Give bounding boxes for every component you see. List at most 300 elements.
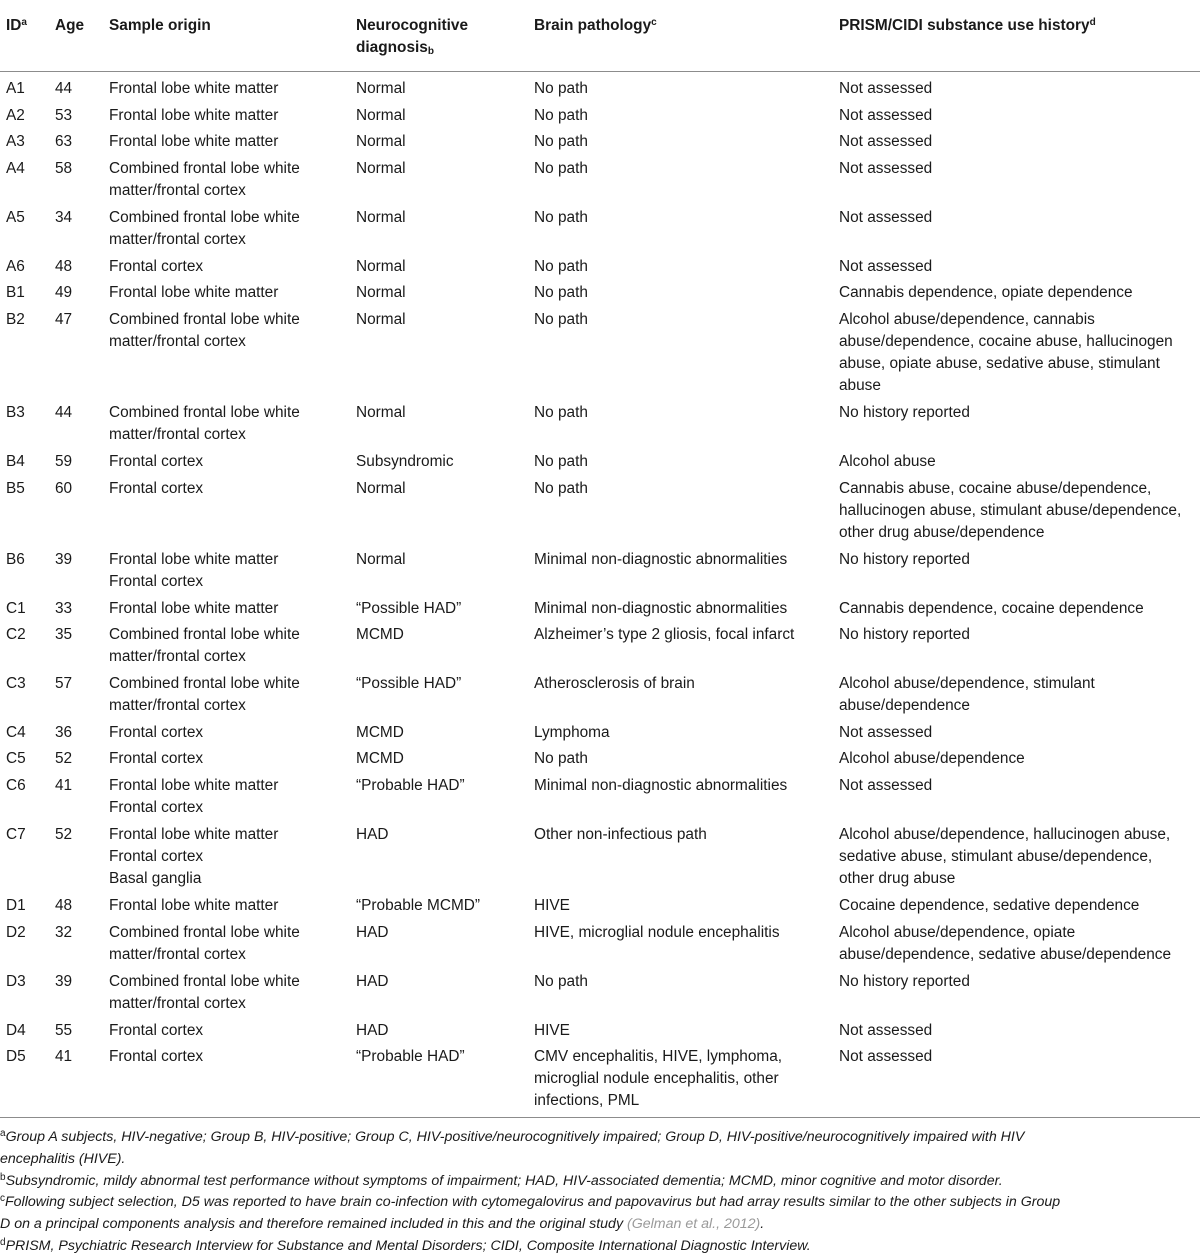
- cell-text: other drug abuse/dependence: [839, 524, 1045, 541]
- cell-text: C2: [6, 626, 26, 643]
- cell-text: No path: [534, 750, 588, 767]
- cell-text: Alcohol abuse/dependence, hallucinogen abuse,: [839, 826, 1171, 843]
- cell-text: C6: [6, 777, 26, 794]
- cell-text: 52: [55, 750, 73, 767]
- cell-substance-use-history: [839, 824, 1170, 890]
- cell-age: [55, 1020, 72, 1042]
- cell-substance-use-history: [839, 895, 1139, 917]
- cell-substance-use-history: [839, 402, 970, 424]
- cell-text: matter/frontal cortex: [109, 231, 246, 248]
- cell-substance-use-history: [839, 673, 1095, 717]
- cell-sample-origin: [109, 451, 203, 473]
- header-age: Age: [55, 17, 85, 34]
- cell-text: Other non-infectious path: [534, 826, 707, 843]
- cell-neurocognitive-diagnosis: [356, 549, 406, 571]
- cell-text: D4: [6, 1022, 26, 1039]
- cell-sample-origin: [109, 824, 278, 890]
- cell-text: C5: [6, 750, 26, 767]
- cell-sample-origin: [109, 131, 278, 153]
- header-rule: [0, 71, 1200, 72]
- cell-text: No path: [534, 311, 588, 328]
- cell-brain-pathology: [534, 598, 787, 620]
- cell-id: [6, 105, 25, 127]
- cell-neurocognitive-diagnosis: [356, 895, 480, 917]
- cell-neurocognitive-diagnosis: [356, 1046, 465, 1068]
- citation-link[interactable]: (Gelman et al., 2012): [627, 1216, 761, 1233]
- cell-text: Normal: [356, 160, 406, 177]
- cell-text: No path: [534, 258, 588, 275]
- cell-substance-use-history: [839, 1020, 932, 1042]
- cell-text: No path: [534, 80, 588, 97]
- cell-text: 60: [55, 480, 73, 497]
- cell-text: 48: [55, 258, 73, 275]
- cell-text: infections, PML: [534, 1092, 640, 1109]
- cell-brain-pathology: [534, 824, 707, 846]
- cell-text: hallucinogen abuse, stimulant abuse/dependence,: [839, 502, 1182, 519]
- cell-sample-origin: [109, 673, 300, 717]
- cell-substance-use-history: [839, 158, 932, 180]
- footnote-a: [0, 1127, 1200, 1171]
- cell-brain-pathology: [534, 451, 588, 473]
- cell-age: [55, 1046, 72, 1068]
- cell-text: “Probable HAD”: [356, 1048, 465, 1065]
- cell-text: No path: [534, 160, 588, 177]
- cell-sample-origin: [109, 624, 300, 668]
- cell-sample-origin: [109, 78, 278, 100]
- cell-id: [6, 624, 26, 646]
- cell-text: Minimal non-diagnostic abnormalities: [534, 551, 788, 568]
- cell-text: MCMD: [356, 626, 404, 643]
- cell-neurocognitive-diagnosis: [356, 748, 404, 770]
- cell-sample-origin: [109, 895, 278, 917]
- cell-substance-use-history: [839, 598, 1144, 620]
- cell-text: Frontal lobe white matter: [109, 284, 279, 301]
- cell-text: 41: [55, 1048, 73, 1065]
- cell-text: “Probable MCMD”: [356, 897, 481, 914]
- cell-sample-origin: [109, 549, 278, 593]
- cell-text: D1: [6, 897, 26, 914]
- cell-sample-origin: [109, 105, 278, 127]
- footnote-line: [0, 1192, 1200, 1214]
- cell-text: Combined frontal lobe white: [109, 404, 300, 421]
- cell-sample-origin: [109, 256, 203, 278]
- cell-brain-pathology: [534, 971, 588, 993]
- cell-neurocognitive-diagnosis: [356, 105, 406, 127]
- cell-sample-origin: [109, 158, 300, 202]
- cell-neurocognitive-diagnosis: [356, 598, 461, 620]
- cell-text: Normal: [356, 551, 406, 568]
- cell-id: [6, 78, 25, 100]
- cell-text: Normal: [356, 80, 406, 97]
- cell-text: 57: [55, 675, 73, 692]
- cell-sample-origin: [109, 922, 300, 966]
- cell-text: Normal: [356, 284, 406, 301]
- cell-text: A3: [6, 133, 25, 150]
- cell-brain-pathology: [534, 158, 588, 180]
- cell-sample-origin: [109, 1046, 203, 1068]
- cell-age: [55, 922, 72, 944]
- cell-text: Normal: [356, 107, 406, 124]
- cell-text: Frontal lobe white matter: [109, 600, 279, 617]
- cell-age: [55, 775, 72, 797]
- cell-text: Combined frontal lobe white: [109, 209, 300, 226]
- cell-text: Not assessed: [839, 724, 933, 741]
- cell-text: No path: [534, 107, 588, 124]
- cell-text: Minimal non-diagnostic abnormalities: [534, 600, 788, 617]
- cell-text: Alcohol abuse: [839, 453, 936, 470]
- cell-text: “Possible HAD”: [356, 600, 462, 617]
- cell-id: [6, 598, 26, 620]
- cell-text: B4: [6, 453, 25, 470]
- cell-substance-use-history: [839, 971, 970, 993]
- cell-neurocognitive-diagnosis: [356, 282, 406, 304]
- cell-text: Basal ganglia: [109, 870, 202, 887]
- cell-text: Frontal cortex: [109, 258, 204, 275]
- cell-id: [6, 971, 26, 993]
- cell-substance-use-history: [839, 105, 932, 127]
- footnote-text: encephalitis (HIVE).: [0, 1150, 126, 1167]
- cell-text: No history reported: [839, 626, 970, 643]
- cell-text: A2: [6, 107, 25, 124]
- cell-text: other drug abuse: [839, 870, 956, 887]
- cell-sample-origin: [109, 971, 300, 1015]
- cell-neurocognitive-diagnosis: [356, 971, 389, 993]
- cell-text: Frontal cortex: [109, 799, 204, 816]
- cell-text: Cannabis dependence, opiate dependence: [839, 284, 1133, 301]
- cell-text: “Probable HAD”: [356, 777, 465, 794]
- cell-text: Alcohol abuse/dependence: [839, 750, 1025, 767]
- footnote-d: [0, 1236, 1200, 1258]
- cell-text: Frontal cortex: [109, 480, 204, 497]
- cell-text: 53: [55, 107, 73, 124]
- cell-text: Combined frontal lobe white: [109, 160, 300, 177]
- header-substance-use-history: PRISM/CIDI substance use history$^d$: [839, 17, 1096, 34]
- cell-sample-origin: [109, 722, 203, 744]
- cell-text: HAD: [356, 826, 389, 843]
- cell-text: Alcohol abuse/dependence, stimulant: [839, 675, 1095, 692]
- cell-brain-pathology: [534, 402, 588, 424]
- footnote-line: [0, 1214, 1200, 1236]
- cell-brain-pathology: [534, 1046, 782, 1112]
- footnote-text: Group A subjects, HIV-negative; Group B, HIV-positive; Group C, HIV-positive/neurocognitively impaired; Group D, HIV-positive/neurocognitively impaired with HIV: [5, 1129, 1025, 1145]
- cell-id: [6, 207, 25, 229]
- cell-text: abuse/dependence, cocaine abuse, hallucinogen: [839, 333, 1173, 350]
- cell-id: [6, 451, 25, 473]
- cell-id: [6, 673, 26, 695]
- cell-substance-use-history: [839, 722, 932, 744]
- cell-text: C1: [6, 600, 26, 617]
- cell-text: 48: [55, 897, 73, 914]
- footnote-line: [0, 1236, 1200, 1258]
- cell-text: A5: [6, 209, 25, 226]
- cell-text: matter/frontal cortex: [109, 333, 246, 350]
- cell-neurocognitive-diagnosis: [356, 131, 406, 153]
- cell-text: Alcohol abuse/dependence, opiate: [839, 924, 1076, 941]
- footnote-c: [0, 1192, 1200, 1236]
- cell-text: Alcohol abuse/dependence, cannabis: [839, 311, 1095, 328]
- cell-text: Cannabis abuse, cocaine abuse/dependence,: [839, 480, 1152, 497]
- cell-neurocognitive-diagnosis: [356, 451, 454, 473]
- cell-neurocognitive-diagnosis: [356, 158, 406, 180]
- cell-id: [6, 309, 25, 331]
- footnote-marker: a: [0, 1128, 6, 1139]
- cell-substance-use-history: [839, 78, 932, 100]
- cell-substance-use-history: [839, 131, 932, 153]
- cell-text: Not assessed: [839, 1048, 933, 1065]
- cell-neurocognitive-diagnosis: [356, 309, 406, 331]
- cell-neurocognitive-diagnosis: [356, 922, 389, 944]
- cell-text: Not assessed: [839, 258, 933, 275]
- cell-text: Subsyndromic: [356, 453, 454, 470]
- cell-text: sedative abuse, stimulant abuse/dependence,: [839, 848, 1153, 865]
- cell-text: abuse: [839, 377, 881, 394]
- header-sample-origin: Sample origin: [109, 17, 211, 34]
- cell-id: [6, 775, 26, 797]
- cell-substance-use-history: [839, 207, 932, 229]
- cell-id: [6, 895, 26, 917]
- footnote-marker: c: [0, 1193, 5, 1205]
- cell-text: Not assessed: [839, 1022, 933, 1039]
- cell-age: [55, 895, 72, 917]
- cell-brain-pathology: [534, 1020, 570, 1042]
- header-brain-pathology: Brain pathology$^c$: [534, 17, 657, 34]
- cell-text: 44: [55, 80, 73, 97]
- cell-sample-origin: [109, 207, 300, 251]
- cell-id: [6, 748, 26, 770]
- cell-id: [6, 1020, 26, 1042]
- cell-text: 33: [55, 600, 73, 617]
- cell-text: 32: [55, 924, 73, 941]
- cell-neurocognitive-diagnosis: [356, 673, 461, 695]
- cell-text: B2: [6, 311, 25, 328]
- cell-substance-use-history: [839, 309, 1173, 397]
- cell-text: HIVE, microglial nodule encephalitis: [534, 924, 780, 941]
- cell-age: [55, 131, 72, 153]
- cell-age: [55, 478, 72, 500]
- cell-text: 44: [55, 404, 73, 421]
- cell-sample-origin: [109, 309, 300, 353]
- cell-text: Normal: [356, 480, 406, 497]
- cell-id: [6, 478, 25, 500]
- cell-neurocognitive-diagnosis: [356, 402, 406, 424]
- cell-age: [55, 207, 72, 229]
- cell-text: D2: [6, 924, 26, 941]
- header-neurocognitive-diagnosis: Neurocognitive diagnosis$_b$: [356, 17, 469, 57]
- cell-text: Frontal lobe white matter: [109, 551, 279, 568]
- cell-text: Combined frontal lobe white: [109, 626, 300, 643]
- cell-text: Frontal cortex: [109, 453, 204, 470]
- cell-text: C7: [6, 826, 26, 843]
- cell-brain-pathology: [534, 207, 588, 229]
- cell-text: matter/frontal cortex: [109, 995, 246, 1012]
- cell-text: abuse/dependence, sedative abuse/dependence: [839, 946, 1172, 963]
- cell-text: matter/frontal cortex: [109, 182, 246, 199]
- cell-substance-use-history: [839, 624, 970, 646]
- cell-age: [55, 624, 72, 646]
- footnote-text: PRISM, Psychiatric Research Interview for Substance and Mental Disorders; CIDI, Composite International Diagnostic Interview.: [5, 1237, 811, 1254]
- header-id: $ID^a$: [6, 17, 27, 34]
- cell-brain-pathology: [534, 478, 588, 500]
- cell-id: [6, 256, 25, 278]
- cell-substance-use-history: [839, 775, 932, 797]
- cell-text: Normal: [356, 311, 406, 328]
- cell-age: [55, 256, 72, 278]
- cell-text: 41: [55, 777, 73, 794]
- cell-text: Frontal lobe white matter: [109, 897, 279, 914]
- cell-substance-use-history: [839, 256, 932, 278]
- cell-text: No history reported: [839, 973, 970, 990]
- cell-text: C4: [6, 724, 26, 741]
- cell-text: Frontal lobe white matter: [109, 777, 279, 794]
- cell-text: B3: [6, 404, 25, 421]
- cell-age: [55, 309, 72, 331]
- cell-text: No path: [534, 480, 588, 497]
- cell-neurocognitive-diagnosis: [356, 824, 389, 846]
- cell-brain-pathology: [534, 895, 570, 917]
- cell-age: [55, 282, 72, 304]
- table-bottom-rule: [0, 1117, 1200, 1118]
- cell-text: C3: [6, 675, 26, 692]
- cell-brain-pathology: [534, 722, 610, 744]
- cell-text: Not assessed: [839, 160, 933, 177]
- cell-text: Not assessed: [839, 777, 933, 794]
- cell-neurocognitive-diagnosis: [356, 256, 406, 278]
- footnote-text: Subsyndromic, mildy abnormal test performance without symptoms of impairment; HAD, HIV-associated dementia; MCMD, minor cognitive and motor disorder.: [5, 1172, 1003, 1189]
- cell-text: 34: [55, 209, 73, 226]
- cell-text: A4: [6, 160, 25, 177]
- cell-text: Frontal cortex: [109, 848, 204, 865]
- cell-text: 55: [55, 1022, 73, 1039]
- cell-text: Normal: [356, 258, 406, 275]
- cell-id: [6, 131, 25, 153]
- cell-text: B1: [6, 284, 25, 301]
- cell-id: [6, 922, 26, 944]
- cell-text: 58: [55, 160, 73, 177]
- cell-neurocognitive-diagnosis: [356, 624, 404, 646]
- cell-text: microglial nodule encephalitis, other: [534, 1070, 779, 1087]
- cell-text: 63: [55, 133, 73, 150]
- cell-id: [6, 824, 26, 846]
- footnotes: [0, 1127, 1200, 1258]
- cell-text: Alzheimer’s type 2 gliosis, focal infarct: [534, 626, 795, 643]
- cell-age: [55, 549, 72, 571]
- cell-sample-origin: [109, 402, 300, 446]
- cell-text: 47: [55, 311, 73, 328]
- cell-neurocognitive-diagnosis: [356, 1020, 389, 1042]
- cell-text: B5: [6, 480, 25, 497]
- cell-text: D5: [6, 1048, 26, 1065]
- cell-text: Normal: [356, 133, 406, 150]
- cell-text: HIVE: [534, 897, 570, 914]
- cell-text: Combined frontal lobe white: [109, 924, 300, 941]
- cell-text: MCMD: [356, 750, 404, 767]
- cell-text: 52: [55, 826, 73, 843]
- cell-id: [6, 1046, 26, 1068]
- cell-text: No history reported: [839, 551, 970, 568]
- cell-text: A1: [6, 80, 25, 97]
- cell-text: matter/frontal cortex: [109, 697, 246, 714]
- footnote-marker: b: [0, 1171, 6, 1183]
- cell-substance-use-history: [839, 451, 936, 473]
- cell-text: HIVE: [534, 1022, 570, 1039]
- cell-text: Normal: [356, 209, 406, 226]
- cell-age: [55, 451, 72, 473]
- cell-text: No path: [534, 404, 588, 421]
- cell-text: No path: [534, 453, 588, 470]
- footnote-line: [0, 1171, 1200, 1193]
- cell-text: Lymphoma: [534, 724, 610, 741]
- cell-text: 49: [55, 284, 73, 301]
- cell-text: abuse/dependence: [839, 697, 970, 714]
- cell-text: No path: [534, 284, 588, 301]
- cell-text: matter/frontal cortex: [109, 946, 246, 963]
- cell-text: 36: [55, 724, 73, 741]
- footnote-text: D on a principal components analysis and therefore remained included in this and the original study: [0, 1216, 627, 1233]
- cell-text: 59: [55, 453, 73, 470]
- cell-age: [55, 971, 72, 993]
- cell-text: Frontal lobe white matter: [109, 107, 279, 124]
- cell-text: Combined frontal lobe white: [109, 675, 300, 692]
- cell-age: [55, 158, 72, 180]
- cell-brain-pathology: [534, 775, 787, 797]
- cell-substance-use-history: [839, 549, 970, 571]
- cell-id: [6, 402, 25, 424]
- cell-text: HAD: [356, 1022, 389, 1039]
- cell-brain-pathology: [534, 748, 588, 770]
- cell-neurocognitive-diagnosis: [356, 775, 465, 797]
- cell-text: Frontal lobe white matter: [109, 826, 279, 843]
- cell-substance-use-history: [839, 1046, 932, 1068]
- cell-text: Not assessed: [839, 133, 933, 150]
- cell-text: Atherosclerosis of brain: [534, 675, 695, 692]
- cell-text: MCMD: [356, 724, 404, 741]
- cell-text: matter/frontal cortex: [109, 426, 246, 443]
- cell-text: Cocaine dependence, sedative dependence: [839, 897, 1140, 914]
- cell-neurocognitive-diagnosis: [356, 478, 406, 500]
- cell-text: 39: [55, 551, 73, 568]
- cell-substance-use-history: [839, 922, 1171, 966]
- cell-brain-pathology: [534, 549, 787, 571]
- cell-text: Minimal non-diagnostic abnormalities: [534, 777, 788, 794]
- cell-neurocognitive-diagnosis: [356, 207, 406, 229]
- cell-text: A6: [6, 258, 25, 275]
- footnote-b: [0, 1171, 1200, 1193]
- cell-text: Combined frontal lobe white: [109, 973, 300, 990]
- cell-text: abuse, opiate abuse, sedative abuse, stimulant: [839, 355, 1160, 372]
- cell-brain-pathology: [534, 309, 588, 331]
- cell-text: Frontal lobe white matter: [109, 80, 279, 97]
- cell-age: [55, 105, 72, 127]
- footnote-marker: d: [0, 1236, 6, 1248]
- cell-text: No path: [534, 973, 588, 990]
- cell-text: Frontal cortex: [109, 573, 204, 590]
- cell-substance-use-history: [839, 748, 1025, 770]
- cell-age: [55, 824, 72, 846]
- cell-age: [55, 402, 72, 424]
- cell-sample-origin: [109, 478, 203, 500]
- cell-neurocognitive-diagnosis: [356, 722, 404, 744]
- cell-id: [6, 158, 25, 180]
- cell-brain-pathology: [534, 78, 588, 100]
- cell-substance-use-history: [839, 478, 1181, 544]
- cell-text: HAD: [356, 924, 389, 941]
- cell-brain-pathology: [534, 282, 588, 304]
- cell-text: HAD: [356, 973, 389, 990]
- cell-brain-pathology: [534, 922, 780, 944]
- cell-sample-origin: [109, 775, 278, 819]
- cell-sample-origin: [109, 598, 278, 620]
- cell-text: Frontal cortex: [109, 750, 204, 767]
